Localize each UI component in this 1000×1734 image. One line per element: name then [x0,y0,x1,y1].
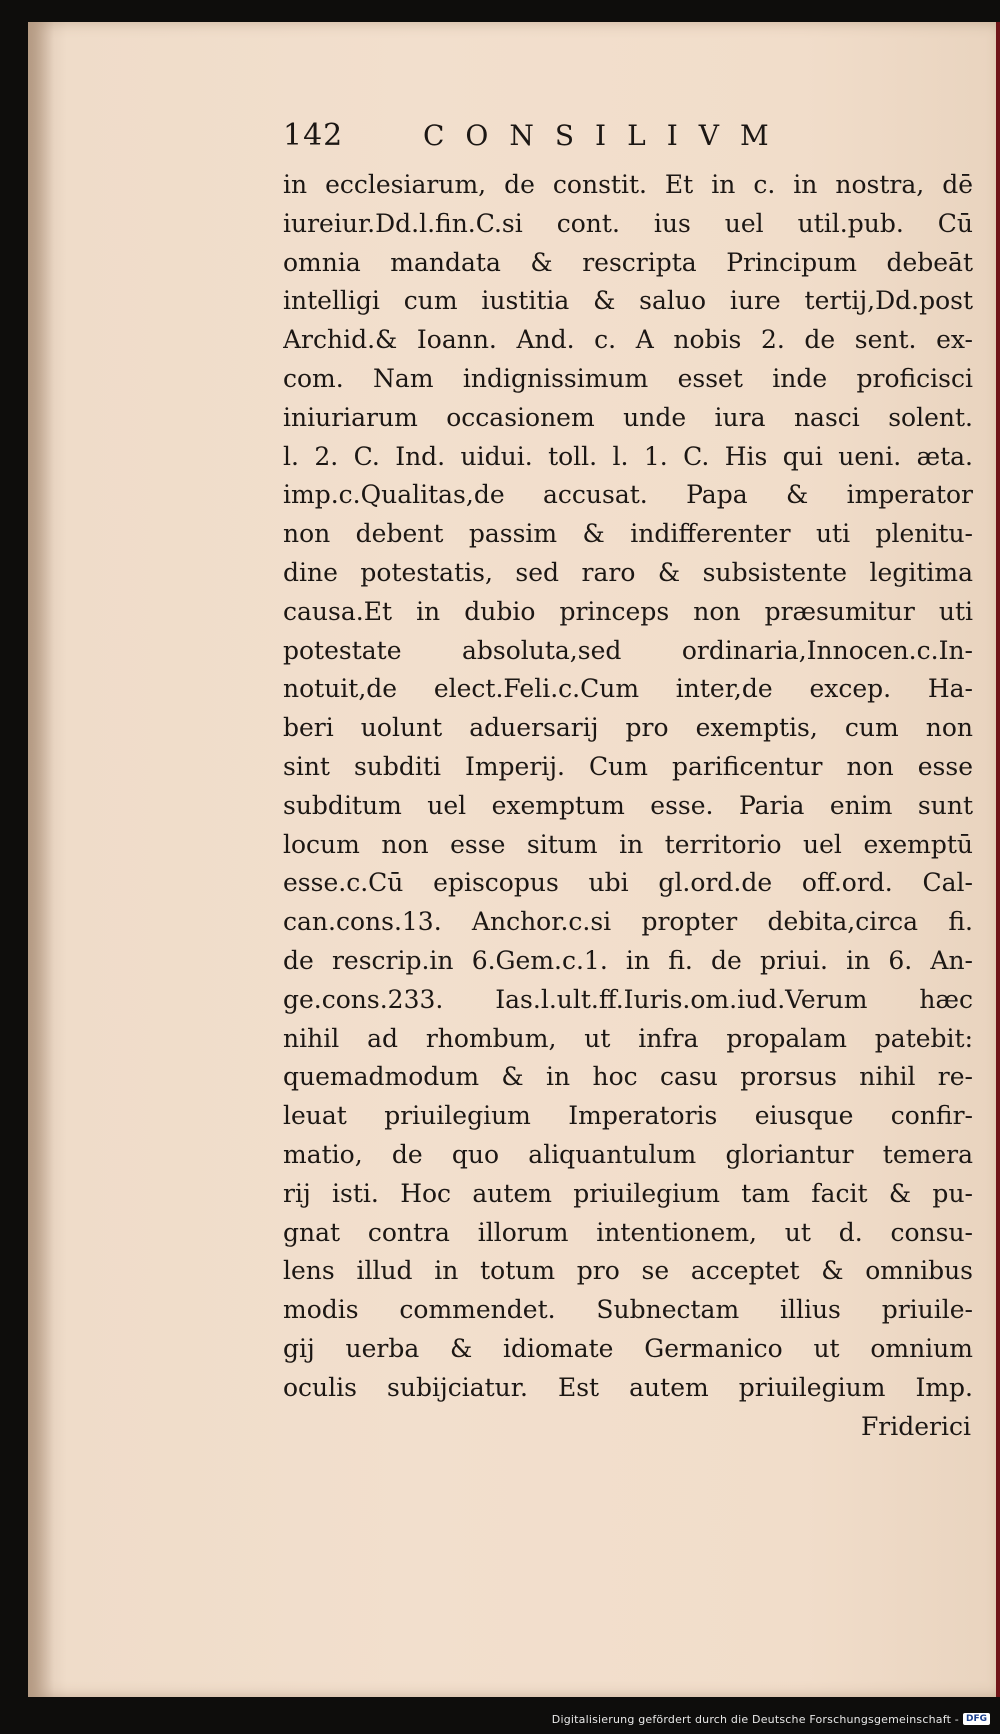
footer-bar [0,1704,1000,1734]
text-line: subditum uel exemptum esse. Paria enim sunt [283,790,973,820]
text-line: matio, de quo aliquantulum gloriantur temera [283,1139,973,1169]
running-head [283,118,973,166]
dfg-logo-icon: DFG [963,1713,990,1725]
text-line: intelligi cum iustitia & saluo iure tertij,Dd.post [283,286,973,316]
text-line: imp.c.Qualitas,de accusat. Papa & imperator [283,480,973,510]
text-line: nihil ad rhombum, ut infra propalam patebit: [283,1023,973,1053]
text-line: gnat contra illorum intentionem, ut d. consu- [283,1217,973,1247]
text-line: locum non esse situm in territorio uel exemptū [283,829,973,859]
text-line: can.cons.13. Anchor.c.si propter debita,circa fi. [283,907,973,937]
text-line: esse.c.Cū episcopus ubi gl.ord.de off.ord. Cal- [283,868,973,898]
text-line: omnia mandata & rescripta Principum debeāt [283,247,973,277]
text-line: quemadmodum & in hoc casu prorsus nihil re- [283,1062,973,1092]
text-line: non debent passim & indifferenter uti plenitu- [283,519,973,549]
body-text [283,166,973,1446]
text-line: iniuriarum occasionem unde iura nasci solent. [283,402,973,432]
catchword: Friderici [860,1411,971,1441]
text-line: potestate absoluta,sed ordinaria,Innocen.c.In- [283,635,973,665]
text-line: gij uerba & idiomate Germanico ut omnium [283,1333,973,1363]
page-number: 142 [283,118,344,153]
page-gutter-shadow [28,22,54,1697]
text-line: sint subditi Imperij. Cum parificentur non esse [283,751,973,781]
text-line: oculis subijciatur. Est autem priuilegium Imp. [283,1372,973,1402]
text-line: notuit,de elect.Feli.c.Cum inter,de excep. Ha- [283,674,973,704]
text-line: Archid.& Ioann. And. c. A nobis 2. de sent. ex- [283,325,973,355]
text-line: rij isti. Hoc autem priuilegium tam facit & pu- [283,1178,973,1208]
text-line: com. Nam indignissimum esset inde proficisci [283,363,973,393]
text-line: de rescrip.in 6.Gem.c.1. in fi. de priui. in 6. An- [283,945,973,975]
text-line: leuat priuilegium Imperatoris eiusque confir- [283,1101,973,1131]
text-line: beri uolunt aduersarij pro exemptis, cum non [283,713,973,743]
text-line: lens illud in totum pro se acceptet & omnibus [283,1256,973,1286]
text-block [283,118,973,1446]
funding-credit: Digitalisierung gefördert durch die Deutsche Forschungsgemeinschaft - [551,1712,959,1726]
text-line: causa.Et in dubio princeps non præsumitur uti [283,596,973,626]
text-line: in ecclesiarum, de constit. Et in c. in nostra, dē [283,170,973,199]
text-line: dine potestatis, sed raro & subsistente legitima [283,557,973,587]
running-title: CONSILIVM [423,119,790,152]
book-page [28,22,1000,1697]
text-line: l. 2. C. Ind. uidui. toll. l. 1. C. His qui ueni. æta. [283,441,973,471]
text-line: modis commendet. Subnectam illius priuile- [283,1295,973,1325]
text-line: ge.cons.233. Ias.l.ult.ff.Iuris.om.iud.Verum hæc [283,984,973,1014]
text-line: iureiur.Dd.l.fin.C.si cont. ius uel util.pub. Cū [283,208,973,238]
